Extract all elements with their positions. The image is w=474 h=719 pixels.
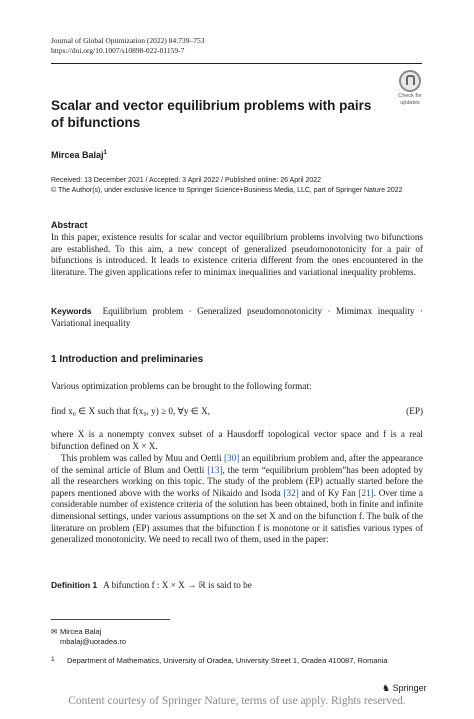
p3-text-a: This problem was called by Muu and Oettli	[61, 453, 224, 463]
section-heading: 1 Introduction and preliminaries	[51, 354, 204, 365]
intro-paragraph-2: where X is a nonempty convex subset of a Hausdorff topological vector space and f is a real bifunction defined on X × X.	[51, 429, 423, 451]
keywords-block	[51, 306, 423, 329]
author-affiliation-mark: 1	[103, 150, 107, 156]
affiliation-footnote	[51, 656, 388, 665]
check-for-updates-badge[interactable]	[394, 70, 426, 104]
p3-text-e: . Over time a considerable number of existence criteria of the solution has been obtained, both in finite and infinite dimensional settings, under various assumptions on the set X and on the bifunction f. The bulk of the literature on problem (EP) assumes that the bifunction f is monotone or it satisfies various types of generalized monotonicity. We need to recall two of them, used in the paper:	[51, 487, 423, 545]
journal-citation: Journal of Global Optimization (2022) 84:739–753	[51, 36, 205, 45]
dates-line: Received: 13 December 2021 / Accepted: 3 April 2022 / Published online: 26 April 2022	[51, 177, 322, 184]
definition-1	[51, 580, 252, 591]
p3-text-c: , the term “equilibrium problem”has been adopted by all the researchers working on this topic. The study of the problem (EP) actually started before the papers mentioned above with the works of Nikaido and Isoda	[51, 464, 423, 498]
footnote-text: Department of Mathematics, University of Oradea, University Street 1, Oradea 410087, Romania	[67, 656, 388, 665]
citation-21[interactable]: [21]	[358, 487, 374, 498]
publisher-logo	[382, 683, 427, 694]
paper-title: Scalar and vector equilibrium problems with pairs of bifunctions	[51, 98, 372, 130]
author-name[interactable]: Mircea Balaj	[51, 150, 104, 160]
citation-13[interactable]: [13]	[207, 464, 223, 475]
intro-paragraph-3	[51, 453, 423, 546]
p3-text-d: and of Ky Fan	[298, 487, 359, 498]
courtesy-watermark: Content courtesy of Springer Nature, terms of use apply. Rights reserved.	[68, 695, 406, 707]
abstract-text: In this paper, existence results for scalar and vector equilibrium problems involving two bifunctions are established. To this aim, a new concept of generalized pseudomonotonicity for a pair of bifunctions is introduced. It leads to existence criteria different from the ones encountered in the literature. The given applications refer to minimax inequalities and variational inequality problems.	[51, 232, 423, 277]
footnote-rule	[51, 619, 170, 620]
badge-line-2: updates	[400, 100, 420, 106]
citation-30[interactable]: [30]	[223, 453, 240, 463]
citation-32[interactable]: [32]	[283, 487, 299, 498]
author-line	[51, 150, 107, 160]
header-rule	[51, 63, 422, 64]
footnote-number: 1	[51, 656, 55, 663]
publisher-name: Springer	[392, 683, 427, 693]
equation-body: find x₀ ∈ X such that f(x₀, y) ≥ 0, ∀y ∈ X,	[51, 406, 211, 416]
keywords-label: Keywords	[51, 306, 92, 316]
doi-link[interactable]: https://doi.org/10.1007/s10898-022-01159-7	[51, 46, 185, 55]
correspondence-name: Mircea Balaj	[60, 627, 102, 636]
copyright-line: © The Author(s), under exclusive licence to Springer Science+Business Media, LLC, part of Springer Nature 2022	[51, 187, 403, 194]
journal-header	[51, 36, 205, 56]
abstract-heading: Abstract	[51, 220, 88, 230]
definition-text: A bifunction f : X × X → ℝ is said to be	[103, 580, 252, 590]
keywords-text: Equilibrium problem · Generalized pseudomonotonicity · Mimimax inequality · Variational inequality	[51, 306, 423, 328]
envelope-icon: ✉	[51, 627, 58, 636]
intro-paragraph-1: Various optimization problems can be brought to the following format:	[51, 381, 312, 391]
correspondence-block	[51, 627, 126, 647]
definition-label: Definition 1	[51, 580, 98, 590]
p3-text-b: an equilibrium problem and, after the appearance of the seminal article of Blum and Oettli	[51, 453, 423, 475]
equation-tag: (EP)	[406, 406, 423, 416]
equation-ep	[51, 406, 423, 417]
correspondence-email[interactable]: mbalaj@uoradea.ro	[60, 637, 126, 646]
bookmark-icon	[399, 70, 421, 92]
badge-line-1: Check for	[398, 93, 422, 99]
springer-horse-icon: ♞	[382, 683, 391, 693]
publication-info	[51, 176, 403, 196]
